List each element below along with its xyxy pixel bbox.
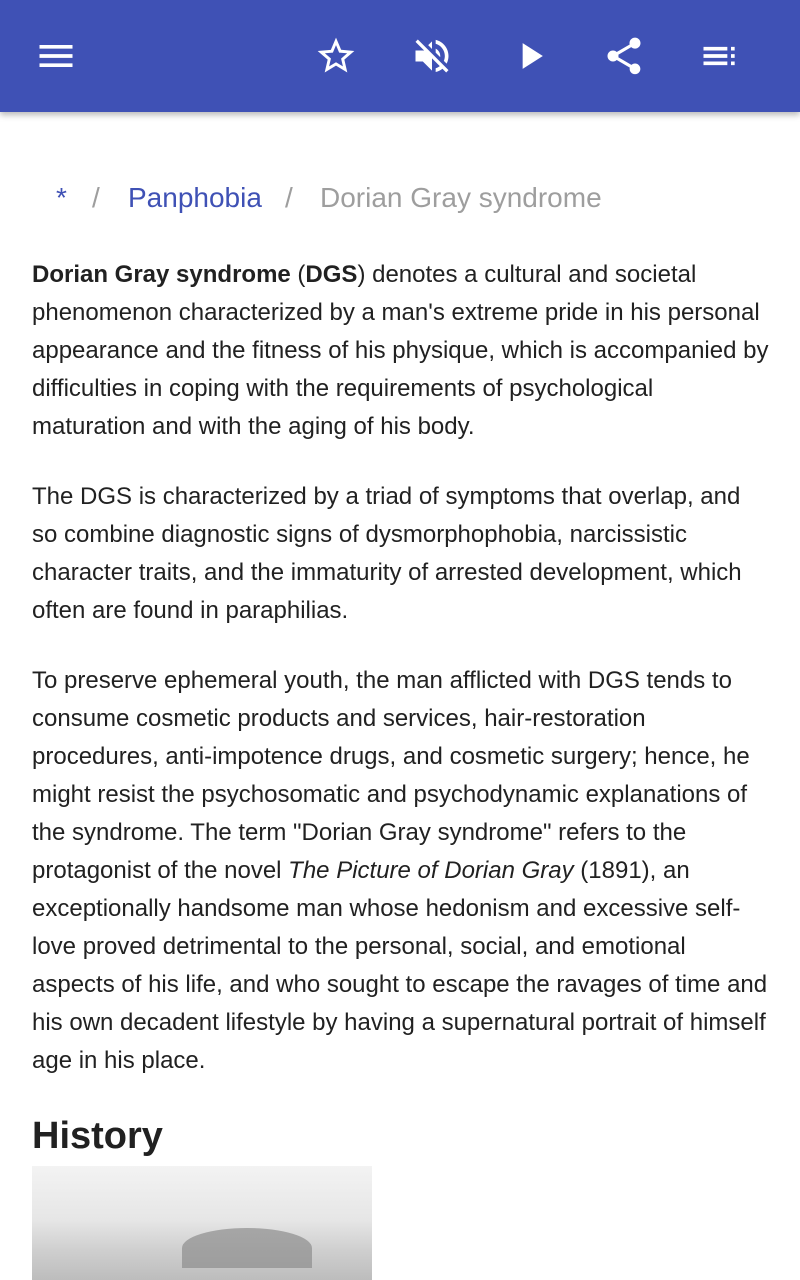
breadcrumb-current: Dorian Gray syndrome xyxy=(320,182,602,213)
text-fragment: (1891), an exceptionally handsome man whose hedonism and excessive self-love proved detrimental to the personal, social, and emotional aspects of his life, and who sought to escape the ravages of time and his own decadent lifestyle by having a supernatural portrait of himself age in his place. xyxy=(32,857,768,1074)
intro-paragraph xyxy=(32,256,772,446)
article-view xyxy=(0,112,800,1280)
volume-off-icon xyxy=(410,34,454,78)
symptoms-paragraph: The DGS is characterized by a triad of symptoms that overlap, and so combine diagnostic signs of dysmorphophobia, narcissistic character traits, and the immaturity of arrested development, which often are found in paraphilias. xyxy=(32,483,742,624)
playlist-icon xyxy=(698,34,742,78)
play-icon xyxy=(508,34,552,78)
contents-button[interactable] xyxy=(692,28,748,84)
app-bar xyxy=(0,0,800,112)
breadcrumb xyxy=(0,178,800,218)
description-paragraph xyxy=(32,662,772,1080)
history-image[interactable] xyxy=(32,1166,372,1280)
share-icon xyxy=(602,34,646,78)
mute-button[interactable] xyxy=(404,28,460,84)
text-fragment: ( xyxy=(290,261,306,288)
play-button[interactable] xyxy=(502,28,558,84)
novel-title: The Picture of Dorian Gray xyxy=(288,857,574,884)
star-outline-icon xyxy=(314,34,358,78)
text-fragment: To preserve ephemeral youth, the man afflicted with DGS tends to consume cosmetic products and services, hair-restoration procedures, anti-impotence drugs, and cosmetic surgery; hence, he might resist the psychosomatic and psychodynamic explanations of the syndrome. The term "Dorian Gray syndrome" refers to the protagonist of the novel xyxy=(32,667,750,884)
menu-button[interactable] xyxy=(28,28,84,84)
share-button[interactable] xyxy=(596,28,652,84)
breadcrumb-parent-link[interactable]: Panphobia xyxy=(128,182,262,213)
abbr-bold: DGS xyxy=(305,261,358,288)
article-body xyxy=(32,256,772,1280)
favorite-button[interactable] xyxy=(308,28,364,84)
term-bold: Dorian Gray syndrome xyxy=(32,261,291,288)
text-fragment: ) denotes a cultural and societal phenomenon characterized by a man's extreme pride in his personal appearance and the fitness of his physique, which is accompanied by difficulties in coping with the requirements of psychological maturation and with the aging of his body. xyxy=(32,261,769,440)
section-heading-history: History xyxy=(32,1115,163,1157)
breadcrumb-separator: / xyxy=(285,182,293,213)
breadcrumb-separator: / xyxy=(92,182,100,213)
breadcrumb-home-link[interactable]: * xyxy=(56,182,67,213)
menu-icon xyxy=(34,34,78,78)
